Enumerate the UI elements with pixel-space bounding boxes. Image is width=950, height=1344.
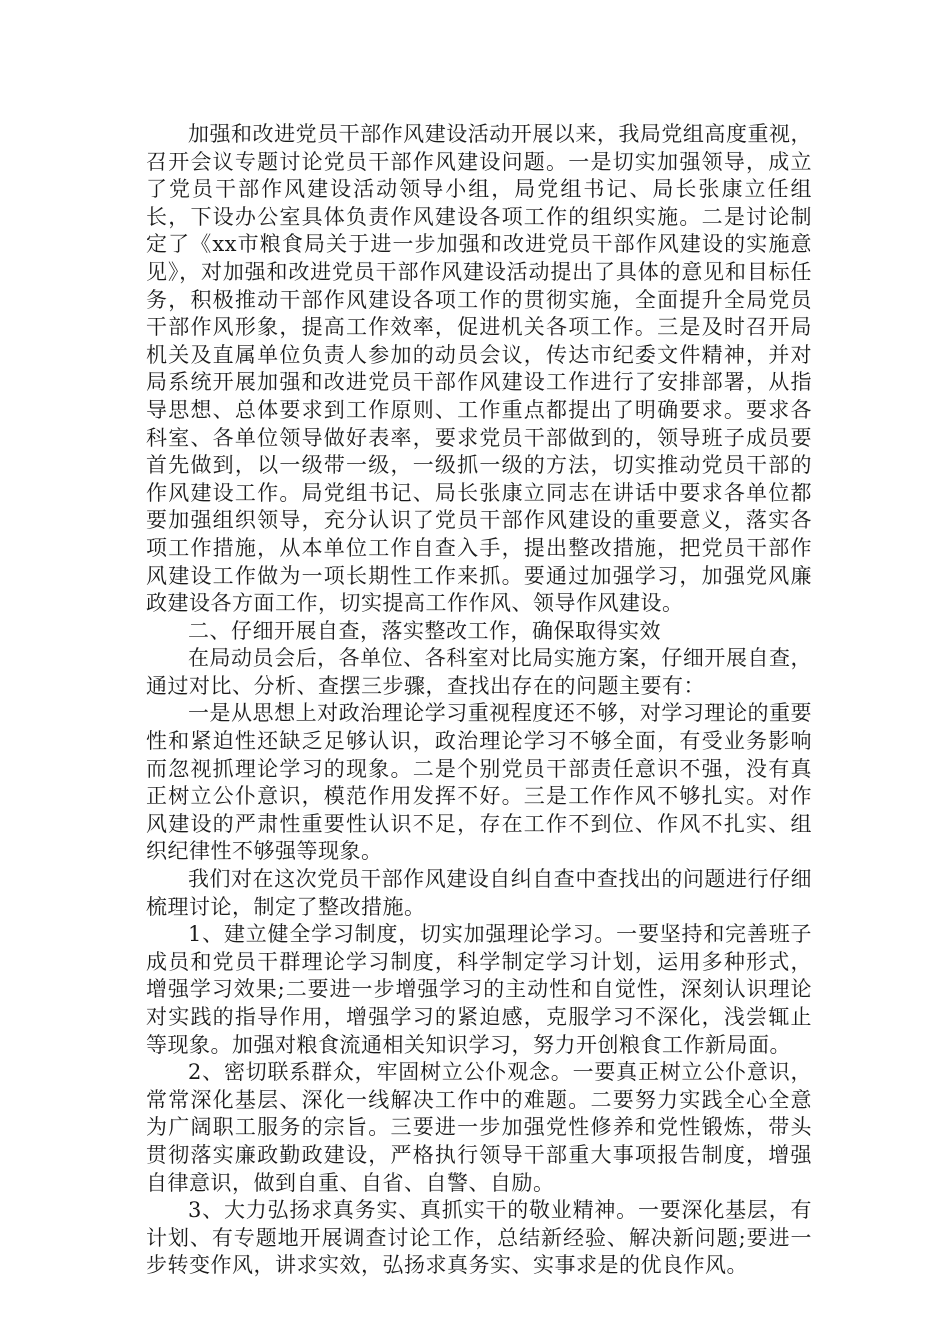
paragraph-measure-3: 3、大力弘扬求真务实、真抓实干的敬业精神。一要深化基层，有计划、有专题地开展调查讨论工作，总结新经验、解决新问题;要进一步转变作风，讲求实效，弘扬求真务实、实事求是的优良作风。 xyxy=(146,1198,812,1278)
paragraph-rectification-intro: 我们对在这次党员干部作风建设自纠自查中查找出的问题进行仔细梳理讨论，制定了整改措施。 xyxy=(146,867,812,919)
paragraph-measure-1: 1、建立健全学习制度，切实加强理论学习。一要坚持和完善班子成员和党员干群理论学习制度，科学制定学习计划，运用多种形式，增强学习效果;二要进一步增强学习的主动性和自觉性，深刻认识理论对实践的指导作用，增强学习的紧迫感，克服学习不深化，浅尝辄止等现象。加强对粮食流通相关知识学习，努力开创粮食工作新局面。 xyxy=(146,922,812,1057)
paragraph-leadership: 加强和改进党员干部作风建设活动开展以来，我局党组高度重视，召开会议专题讨论党员干部作风建设问题。一是切实加强领导，成立了党员干部作风建设活动领导小组，局党组书记、局长张康立任组长，下设办公室具体负责作风建设各项工作的组织实施。二是讨论制定了《xx市粮食局关于进一步加强和改进党员干部作风建设的实施意见》，对加强和改进党员干部作风建设活动提出了具体的意见和目标任务，积极推动干部作风建设各项工作的贯彻实施，全面提升全局党员干部作风形象，提高工作效率，促进机关各项工作。三是及时召开局机关及直属单位负责人参加的动员会议，传达市纪委文件精神，并对局系统开展加强和改进党员干部作风建设工作进行了安排部署，从指导思想、总体要求到工作原则、工作重点都提出了明确要求。要求各科室、各单位领导做好表率，要求党员干部做到的，领导班子成员要首先做到，以一级带一级，一级抓一级的方法，切实推动党员干部的作风建设工作。局党组书记、局长张康立同志在讲话中要求各单位都要加强组织领导，充分认识了党员干部作风建设的重要意义，落实各项工作措施，从本单位工作自查入手，提出整改措施，把党员干部作风建设工作做为一项长期性工作来抓。要通过加强学习，加强党风廉政建设各方面工作，切实提高工作作风、领导作风建设。 xyxy=(146,122,812,616)
document-body xyxy=(146,121,812,1280)
paragraph-self-check-intro: 在局动员会后，各单位、各科室对比局实施方案，仔细开展自查，通过对比、分析、查摆三步骤，查找出存在的问题主要有： xyxy=(146,646,812,698)
paragraph-problems: 一是从思想上对政治理论学习重视程度还不够，对学习理论的重要性和紧迫性还缺乏足够认识，政治理论学习不够全面，有受业务影响而忽视抓理论学习的现象。二是个别党员干部责任意识不强，没有真正树立公仆意识，模范作用发挥不好。三是工作作风不够扎实。对作风建设的严肃性重要性认识不足，存在工作不到位、作风不扎实、组织纪律性不够强等现象。 xyxy=(146,701,812,864)
section-heading-self-check: 二、仔细开展自查，落实整改工作，确保取得实效 xyxy=(188,618,661,643)
paragraph-measure-2: 2、密切联系群众，牢固树立公仆观念。一要真正树立公仆意识，常常深化基层、深化一线解决工作中的难题。二要努力实践全心全意为广阔职工服务的宗旨。三要进一步加强党性修养和党性锻炼，带头贯彻落实廉政勤政建设，严格执行领导干部重大事项报告制度，增强自律意识，做到自重、自省、自警、自励。 xyxy=(146,1060,812,1195)
